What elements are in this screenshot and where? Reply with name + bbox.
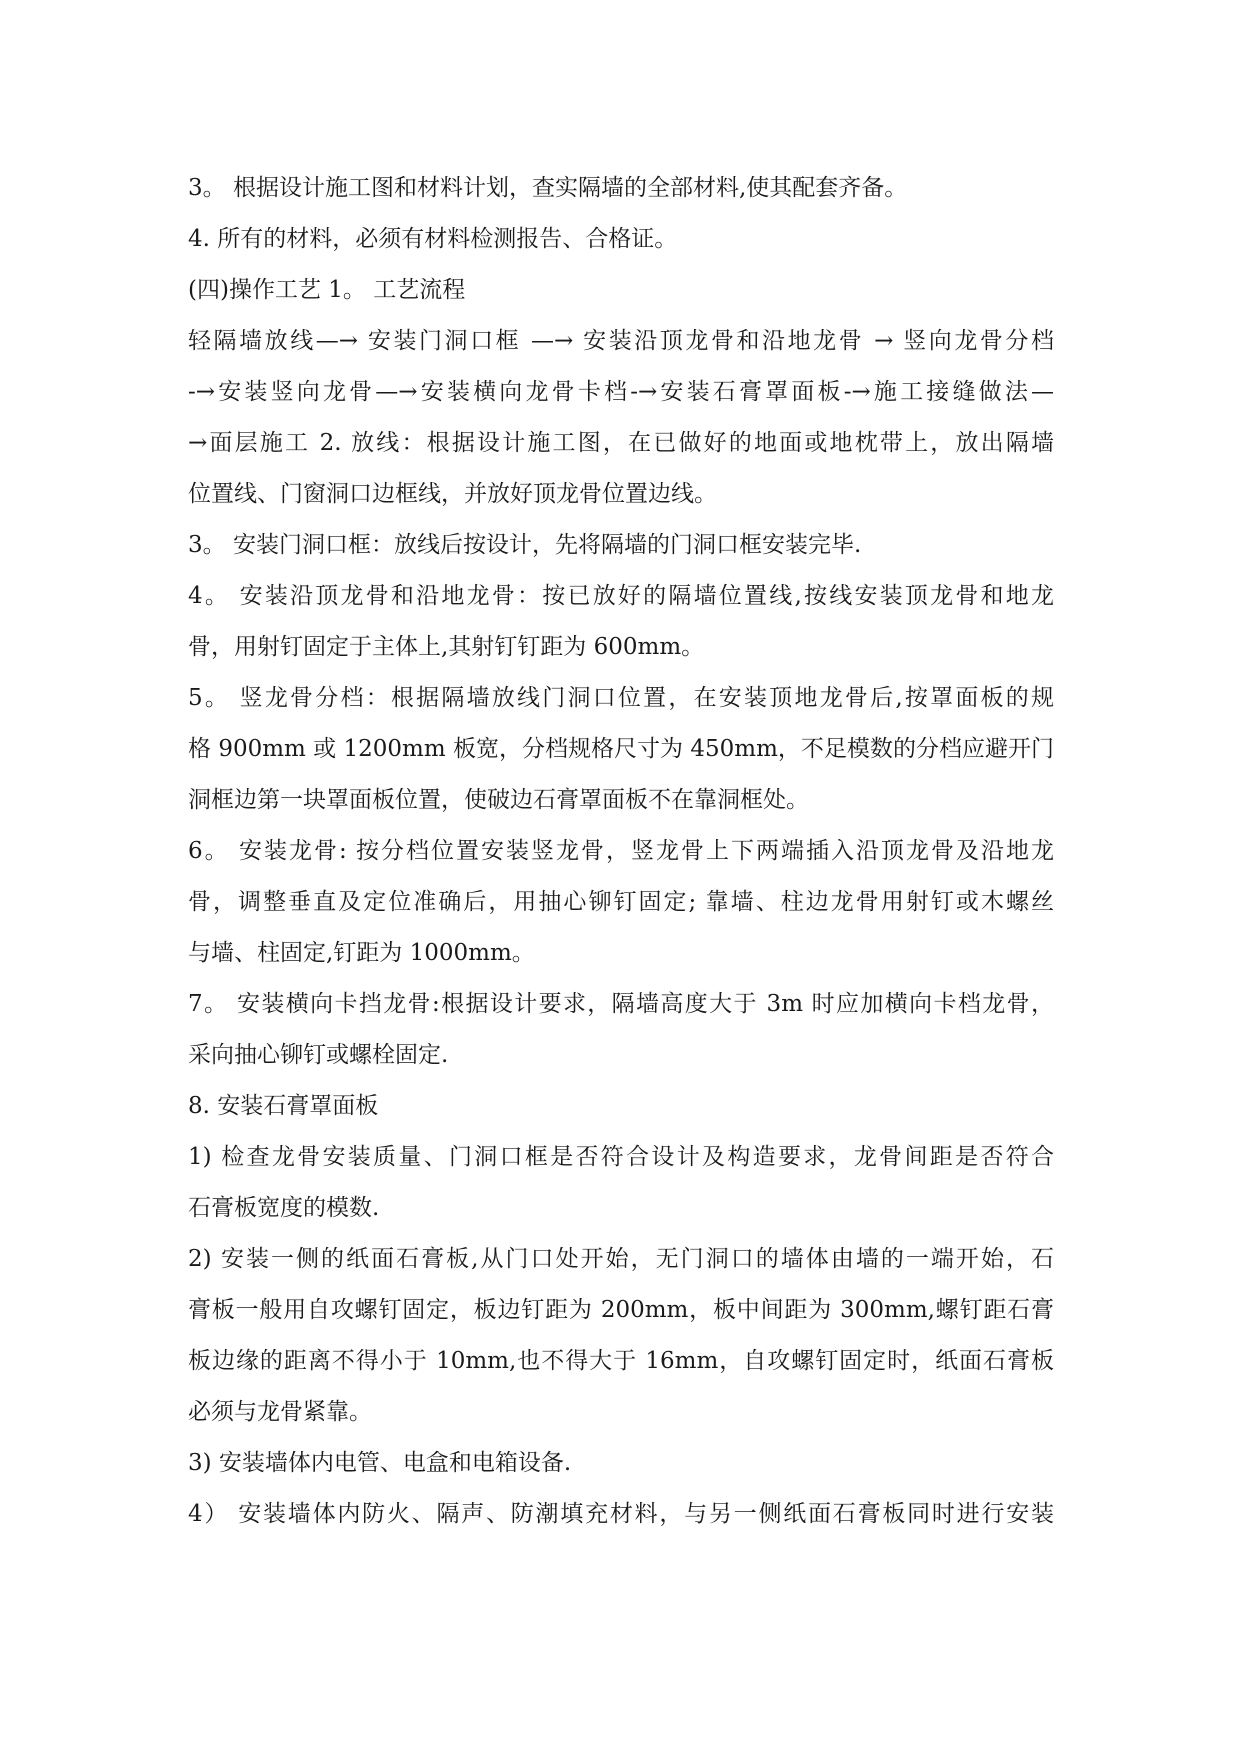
text-line: 3。 根据设计施工图和材料计划，查实隔墙的全部材料,使其配套齐备。 [188, 175, 908, 201]
text-line: 骨，用射钉固定于主体上,其射钉钉距为 600mm。 [188, 634, 705, 660]
text-line: 2) 安装一侧的纸面石膏板,从门口处开始，无门洞口的墙体由墙的一端开始，石 [188, 1246, 1054, 1272]
text-line: 位置线、门窗洞口边框线，并放好顶龙骨位置边线。 [188, 481, 717, 507]
text-line: 4） 安装墙体内防火、隔声、防潮填充材料，与另一侧纸面石膏板同时进行安装 [188, 1501, 1054, 1527]
text-line: 5。 竖龙骨分档：根据隔墙放线门洞口位置，在安装顶地龙骨后,按罩面板的规 [188, 685, 1054, 711]
text-line: 格 900mm 或 1200mm 板宽，分档规格尺寸为 450mm，不足模数的分档应避开门 [188, 736, 1054, 762]
text-line: 6。 安装龙骨: 按分档位置安装竖龙骨，竖龙骨上下两端插入沿顶龙骨及沿地龙 [188, 838, 1054, 864]
text-line: 石膏板宽度的模数. [188, 1195, 380, 1221]
text-line: -→安装竖向龙骨—→安装横向龙骨卡档-→安装石膏罩面板-→施工接缝做法— [188, 379, 1054, 405]
text-line: (四)操作工艺 1。 工艺流程 [188, 277, 466, 303]
text-line: 3) 安装墙体内电管、电盒和电箱设备. [188, 1450, 572, 1476]
text-line: →面层施工 2. 放线：根据设计施工图，在已做好的地面或地枕带上，放出隔墙 [188, 430, 1054, 456]
text-line: 3。 安装门洞口框：放线后按设计，先将隔墙的门洞口框安装完毕. [188, 532, 862, 558]
text-line: 采向抽心铆钉或螺栓固定. [188, 1042, 449, 1068]
text-line: 必须与龙骨紧靠。 [188, 1399, 372, 1425]
text-line: 8. 安装石膏罩面板 [188, 1093, 379, 1119]
text-line: 与墙、柱固定,钉距为 1000mm。 [188, 940, 535, 966]
text-line: 1) 检查龙骨安装质量、门洞口框是否符合设计及构造要求，龙骨间距是否符合 [188, 1144, 1054, 1170]
text-line: 轻隔墙放线—→ 安装门洞口框 —→ 安装沿顶龙骨和沿地龙骨 → 竖向龙骨分档 [188, 328, 1054, 354]
text-line: 板边缘的距离不得小于 10mm,也不得大于 16mm，自攻螺钉固定时，纸面石膏板 [188, 1348, 1054, 1374]
text-line: 7。 安装横向卡挡龙骨:根据设计要求，隔墙高度大于 3m 时应加横向卡档龙骨， [188, 991, 1054, 1017]
text-line: 骨，调整垂直及定位准确后，用抽心铆钉固定; 靠墙、柱边龙骨用射钉或木螺丝 [188, 889, 1054, 915]
text-line: 4。 安装沿顶龙骨和沿地龙骨：按已放好的隔墙位置线,按线安装顶龙骨和地龙 [188, 583, 1054, 609]
text-line: 4. 所有的材料，必须有材料检测报告、合格证。 [188, 226, 678, 252]
text-line: 膏板一般用自攻螺钉固定，板边钉距为 200mm，板中间距为 300mm,螺钉距石膏 [188, 1297, 1054, 1323]
document-body [188, 163, 1054, 1540]
text-line: 洞框边第一块罩面板位置，使破边石膏罩面板不在靠洞框处。 [188, 787, 809, 813]
